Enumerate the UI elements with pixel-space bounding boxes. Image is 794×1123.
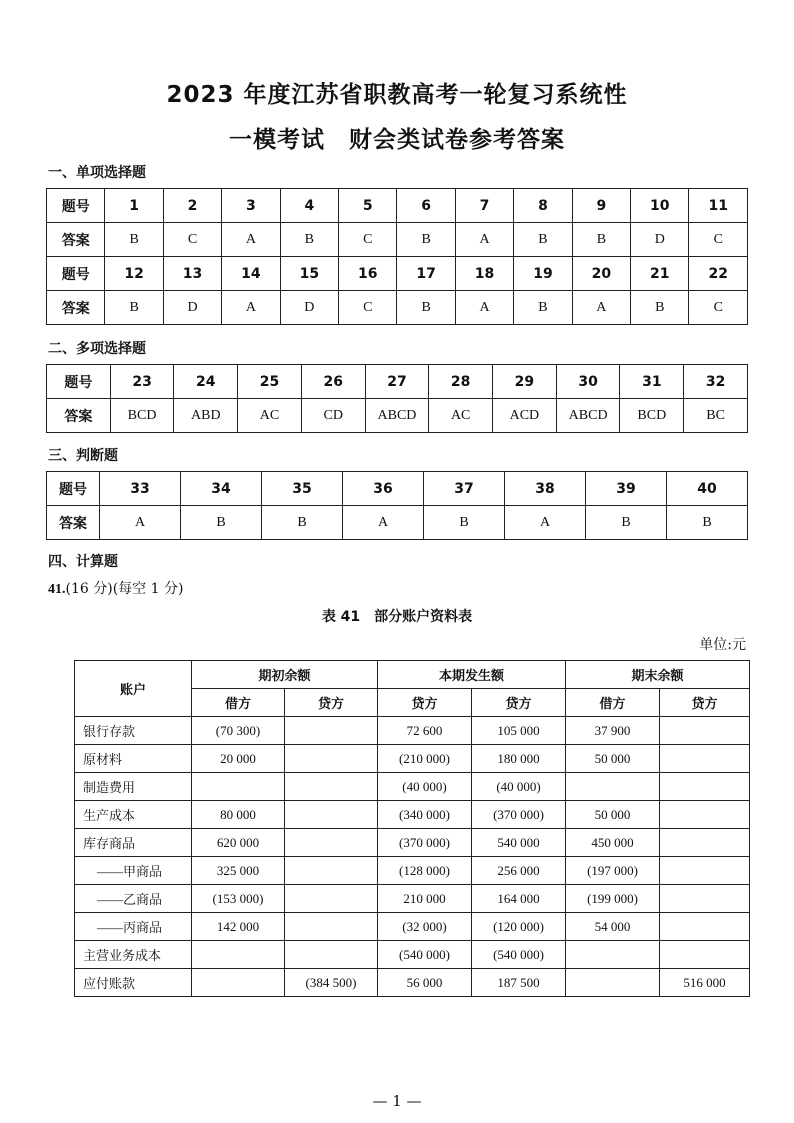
question-number: 33 [100,472,181,506]
table-row [75,773,750,801]
amount-cell [660,941,750,969]
answer-cell: C [689,223,748,257]
amount-cell: 180 000 [472,745,566,773]
amount-cell: (199 000) [566,885,660,913]
question-number: 20 [572,257,630,291]
question-number: 34 [181,472,262,506]
question-number: 19 [514,257,572,291]
amount-cell: 450 000 [566,829,660,857]
unit-label: 单位:元 [699,637,746,653]
amount-cell [192,969,285,997]
amount-cell: (128 000) [378,857,472,885]
amount-cell: 164 000 [472,885,566,913]
table41-caption: 表 41 部分账户资料表 [321,609,473,625]
amount-cell [660,885,750,913]
question-number: 36 [343,472,424,506]
table-row [75,829,750,857]
question-number: 2 [163,189,221,223]
amount-cell [285,857,378,885]
row-label: 题号 [47,189,105,223]
amount-cell: 620 000 [192,829,285,857]
table-row [47,365,748,399]
amount-cell: (540 000) [378,941,472,969]
question-number: 31 [620,365,684,399]
account-table-body [75,717,750,997]
account-name: 主营业务成本 [75,941,192,969]
account-name: 库存商品 [75,829,192,857]
question-number: 24 [174,365,238,399]
page-number: — 1 — [372,1092,422,1110]
answer-cell: D [631,223,689,257]
question-number: 9 [572,189,630,223]
question-number: 25 [238,365,302,399]
header-current-amount: 本期发生额 [378,661,566,689]
amount-cell: 56 000 [378,969,472,997]
amount-cell: 20 000 [192,745,285,773]
question-number: 1 [105,189,163,223]
answer-cell: A [572,291,630,325]
amount-cell: (370 000) [472,801,566,829]
amount-cell: 54 000 [566,913,660,941]
question-number: 32 [684,365,748,399]
table-row [75,717,750,745]
amount-cell [566,941,660,969]
question-number: 30 [556,365,620,399]
amount-cell: (32 000) [378,913,472,941]
subheader-cell: 贷方 [472,689,566,717]
row-label: 题号 [47,365,111,399]
answer-cell: ACD [493,399,557,433]
question-number: 10 [631,189,689,223]
amount-cell [660,913,750,941]
answer-cell: B [514,223,572,257]
question-number: 8 [514,189,572,223]
account-name: 原材料 [75,745,192,773]
answer-cell: B [424,506,505,540]
row-label: 题号 [47,472,100,506]
amount-cell: 187 500 [472,969,566,997]
answer-cell: BCD [620,399,684,433]
amount-cell [192,773,285,801]
answer-cell: C [689,291,748,325]
question-number: 28 [429,365,493,399]
answer-cell: B [631,291,689,325]
answer-cell: B [667,506,748,540]
subheader-cell: 贷方 [378,689,472,717]
amount-cell: (153 000) [192,885,285,913]
answer-cell: A [455,291,513,325]
answer-cell: B [262,506,343,540]
table-header-row [75,661,750,689]
amount-cell: 50 000 [566,801,660,829]
amount-cell: 105 000 [472,717,566,745]
amount-cell: 37 900 [566,717,660,745]
table-row [75,857,750,885]
answer-cell: ABCD [556,399,620,433]
table-row [47,472,748,506]
answer-cell: B [397,291,455,325]
title-line-1: 2023 年度江苏省职教高考一轮复习系统性 [166,82,628,108]
amount-cell [285,885,378,913]
question-number: 35 [262,472,343,506]
header-account: 账户 [75,661,192,717]
question-number: 5 [339,189,397,223]
answer-cell: ABD [174,399,238,433]
answer-cell: A [100,506,181,540]
account-name: 应付账款 [75,969,192,997]
section-calc-title: 四、计算题 [48,554,118,570]
question-number: 23 [110,365,174,399]
answer-cell: A [222,223,280,257]
row-label: 答案 [47,506,100,540]
answer-cell: B [572,223,630,257]
answer-cell: B [105,291,163,325]
answer-cell: AC [238,399,302,433]
amount-cell [285,773,378,801]
answer-cell: B [586,506,667,540]
question-41-header [48,578,183,598]
answer-cell: C [339,223,397,257]
answer-cell: BC [684,399,748,433]
answer-cell: B [181,506,262,540]
answer-cell: B [397,223,455,257]
amount-cell: (210 000) [378,745,472,773]
amount-cell: (197 000) [566,857,660,885]
question-number: 17 [397,257,455,291]
question-number: 16 [339,257,397,291]
amount-cell [285,829,378,857]
amount-cell: 142 000 [192,913,285,941]
account-name: 银行存款 [75,717,192,745]
title-line-2: 一模考试 财会类试卷参考答案 [229,127,565,153]
question-number: 38 [505,472,586,506]
table-row [47,223,748,257]
table-row [47,257,748,291]
question-number: 14 [222,257,280,291]
question-number: 37 [424,472,505,506]
answer-cell: ABCD [365,399,429,433]
table-row [75,885,750,913]
table-row [47,506,748,540]
question-number: 29 [493,365,557,399]
subheader-cell: 贷方 [285,689,378,717]
table-row [47,189,748,223]
amount-cell: 256 000 [472,857,566,885]
table-row [75,801,750,829]
answer-cell: CD [301,399,365,433]
answer-cell: D [280,291,338,325]
amount-cell: (70 300) [192,717,285,745]
amount-cell: (340 000) [378,801,472,829]
answer-cell: D [163,291,221,325]
account-name: ——甲商品 [75,857,192,885]
answer-cell: B [514,291,572,325]
question-number: 21 [631,257,689,291]
answer-cell: A [222,291,280,325]
row-label: 题号 [47,257,105,291]
single-choice-table [46,188,748,325]
amount-cell: (40 000) [378,773,472,801]
question-number: 12 [105,257,163,291]
amount-cell [660,717,750,745]
answer-cell: C [339,291,397,325]
account-name: 制造费用 [75,773,192,801]
question-41-number: 41. [48,582,66,597]
question-number: 3 [222,189,280,223]
row-label: 答案 [47,399,111,433]
amount-cell [285,913,378,941]
section-single-choice-title: 一、单项选择题 [48,165,146,181]
table-row [75,745,750,773]
row-label: 答案 [47,223,105,257]
question-number: 15 [280,257,338,291]
multi-choice-table [46,364,748,433]
question-number: 40 [667,472,748,506]
question-number: 11 [689,189,748,223]
answer-cell: A [343,506,424,540]
amount-cell: 72 600 [378,717,472,745]
question-number: 6 [397,189,455,223]
amount-cell: 80 000 [192,801,285,829]
question-number: 26 [301,365,365,399]
answer-cell: AC [429,399,493,433]
answer-cell: A [455,223,513,257]
amount-cell: 325 000 [192,857,285,885]
question-number: 22 [689,257,748,291]
section-multi-choice-title: 二、多项选择题 [48,341,146,357]
answer-cell: BCD [110,399,174,433]
amount-cell [660,857,750,885]
question-number: 27 [365,365,429,399]
account-name: 生产成本 [75,801,192,829]
amount-cell: 210 000 [378,885,472,913]
header-closing-balance: 期末余额 [566,661,750,689]
account-name: ——丙商品 [75,913,192,941]
amount-cell [660,745,750,773]
question-number: 7 [455,189,513,223]
judge-table [46,471,748,540]
amount-cell: (384 500) [285,969,378,997]
question-number: 18 [455,257,513,291]
question-number: 13 [163,257,221,291]
answer-cell: A [505,506,586,540]
amount-cell [285,745,378,773]
amount-cell: (370 000) [378,829,472,857]
subheader-cell: 借方 [192,689,285,717]
amount-cell [566,969,660,997]
table-row [75,941,750,969]
question-number: 4 [280,189,338,223]
amount-cell [285,801,378,829]
amount-cell [285,717,378,745]
amount-cell [566,773,660,801]
amount-cell: 516 000 [660,969,750,997]
table-row [47,291,748,325]
amount-cell [192,941,285,969]
account-table [74,660,750,997]
answer-cell: B [280,223,338,257]
answer-cell: C [163,223,221,257]
amount-cell: (540 000) [472,941,566,969]
amount-cell: (40 000) [472,773,566,801]
question-number: 39 [586,472,667,506]
question-41-note: (16 分)(每空 1 分) [65,581,184,597]
table-row [47,399,748,433]
table-row [75,969,750,997]
row-label: 答案 [47,291,105,325]
header-opening-balance: 期初余额 [192,661,378,689]
table-row [75,913,750,941]
answer-cell: B [105,223,163,257]
subheader-cell: 借方 [566,689,660,717]
section-judge-title: 三、判断题 [48,448,118,464]
amount-cell: 50 000 [566,745,660,773]
amount-cell [660,801,750,829]
subheader-cell: 贷方 [660,689,750,717]
amount-cell [660,773,750,801]
amount-cell: 540 000 [472,829,566,857]
amount-cell [660,829,750,857]
account-name: ——乙商品 [75,885,192,913]
amount-cell [285,941,378,969]
amount-cell: (120 000) [472,913,566,941]
